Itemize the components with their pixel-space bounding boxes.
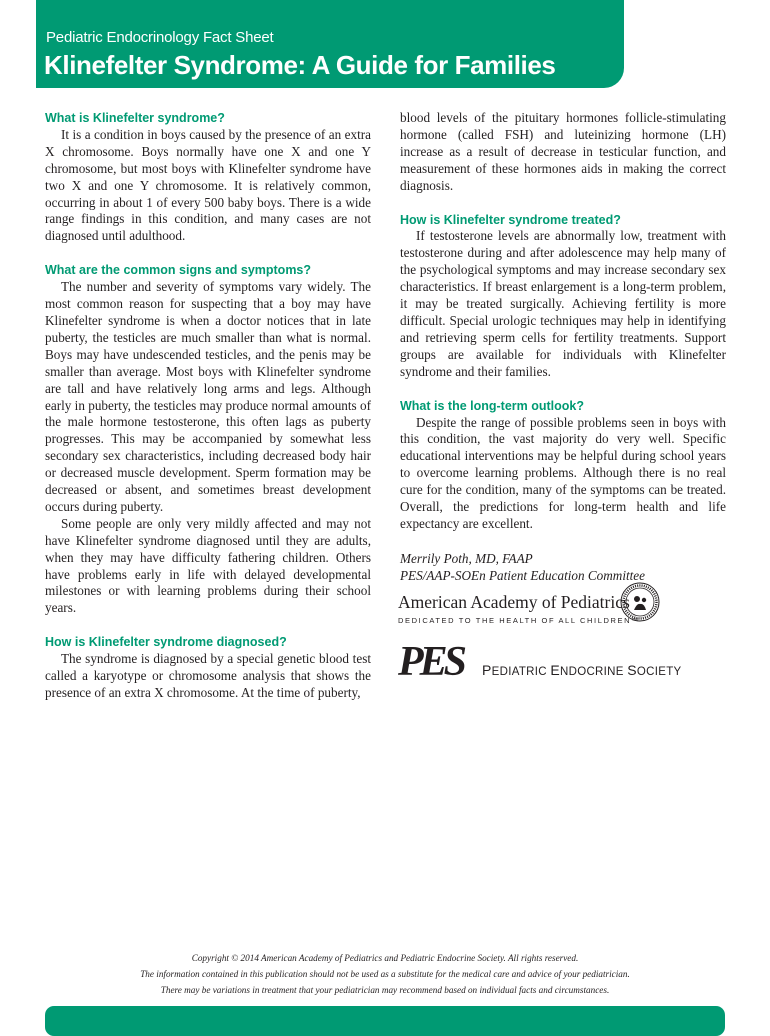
pes-logo (398, 640, 688, 690)
paragraph-signs-2: Some people are only very mildly affected and may not have Klinefelter syndrome diagnosed until they are adults, when they may have difficulty fathering children. Others have problems early in life with delayed developmental milestones or with learning problems during their school years. (45, 515, 371, 616)
section-heading-diagnosed: How is Klinefelter syndrome diagnosed? (45, 635, 287, 650)
left-column (45, 110, 371, 702)
pes-mark: PES (398, 639, 464, 685)
disclaimer-line-2: There may be variations in treatment that your pediatrician may recommend based on individual facts and circumstances. (160, 985, 610, 995)
section-heading-what-is: What is Klinefelter syndrome? (45, 111, 225, 125)
section-heading-treated: How is Klinefelter syndrome treated? (400, 212, 621, 227)
footer-bar (45, 1006, 725, 1036)
page-title: Klinefelter Syndrome: A Guide for Families (44, 50, 556, 80)
committee-name: PES/AAP-SOEn Patient Education Committee (400, 567, 646, 583)
section-heading-outlook: What is the long-term outlook? (400, 398, 585, 413)
paragraph-diagnosed-continued: blood levels of the pituitary hormones follicle-stimulating hormone (called FSH) and luteinizing hormone (LH) increase as a result of decrease in testicular function, and measurement of these hormones aids in making the correct diagnosis. (400, 110, 726, 193)
paragraph-what-is: It is a condition in boys caused by the presence of an extra X chromosome. Boys normally have one X and one Y chromosome, but most boys with Klinefelter syndrome have two X and one Y chromosome. It is relatively common, occurring in about 1 of every 500 baby boys. There is a wide range findings in this condition, and many cases are not diagnosed until adulthood. (45, 126, 371, 244)
section-heading-signs: What are the common signs and symptoms? (45, 263, 312, 278)
paragraph-outlook: Despite the range of possible problems seen in boys with this condition, the vast majority do very well. Specific educational interventions may be helpful during school years to overcome learning problems. Although there is no real cure for the condition, many of the symptoms can be treated. Overall, the predictions for long-term health and life expectancy are excellent. (400, 414, 726, 531)
paragraph-diagnosed: The syndrome is diagnosed by a special genetic blood test called a karyotype or chromosome analysis that shows the presence of an extra X chromosome. At the time of puberty, (45, 651, 371, 700)
copyright-text: Copyright © 2014 American Academy of Pediatrics and Pediatric Endocrine Society. All rights reserved. (191, 953, 579, 963)
fact-sheet-kicker: Pediatric Endocrinology Fact Sheet (46, 29, 274, 46)
author-name: Merrily Poth, MD, FAAP (400, 550, 533, 566)
aap-seal-icon (620, 582, 660, 622)
paragraph-signs-1: The number and severity of symptoms vary widely. The most common reason for suspecting that a boy may have Klinefelter syndrome is when a doctor notices that in late puberty, the testicles are much smaller than what is normal. Boys may have undescended testicles, and the penis may be smaller than average. Most boys with Klinefelter syndrome are tall and have relatively long arms and legs. Although early in puberty, the testicles may produce normal amounts of the male hormone testosterone, this often lags as puberty progresses. This may be accompanied by somewhat less secondary sex characteristics, including decreased body hair or decreased muscle development. Sperm formation may be decreased or absent, and sometimes breast development occurs during puberty. (45, 279, 371, 514)
aap-name: American Academy of Pediatrics (398, 592, 630, 612)
footer (0, 950, 770, 998)
aap-logo (398, 584, 678, 632)
paragraph-treated: If testosterone levels are abnormally low, treatment with testosterone during and after adolescence may help many of the psychological symptoms and may increase secondary sex characteristics. If breast enlargement is a long-term problem, it may be treated surgically. Achieving fertility is more difficult. Special urologic techniques may help in identifying and retrieving sperm cells for fertility treatments. Support groups are available for individuals with Klinefelter syndrome and their families. (400, 228, 726, 379)
aap-tagline: DEDICATED TO THE HEALTH OF ALL CHILDREN™ (398, 616, 641, 625)
pes-society-name: PEDIATRIC ENDOCRINE SOCIETY (482, 662, 682, 678)
right-column (400, 110, 726, 585)
header-banner (36, 0, 624, 88)
disclaimer-line-1: The information contained in this publication should not be used as a substitute for the medical care and advice of your pediatrician. (140, 969, 630, 979)
